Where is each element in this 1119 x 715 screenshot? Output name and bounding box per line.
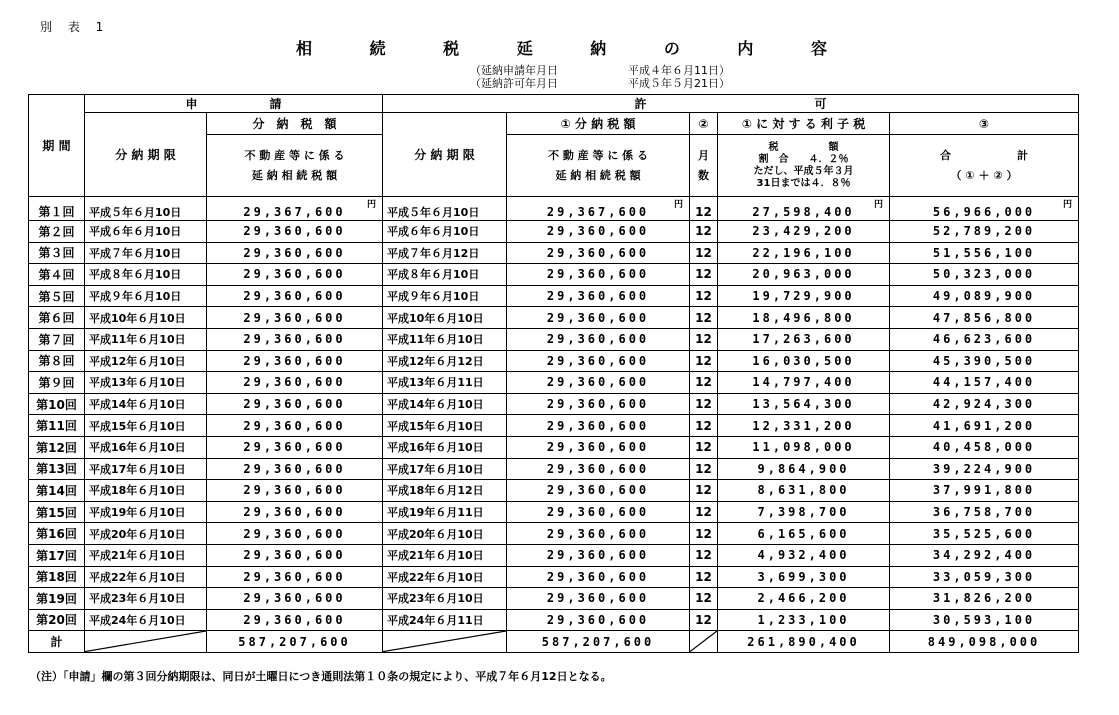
totals-empty-permit-date bbox=[383, 631, 507, 653]
table-row bbox=[29, 264, 1079, 286]
period-cell: 第９回 bbox=[29, 372, 85, 394]
months-header bbox=[690, 135, 718, 197]
interest-cell: 11,098,000 bbox=[718, 436, 890, 458]
total-cell: 36,758,700 bbox=[890, 501, 1079, 523]
total-cell: 46,623,600 bbox=[890, 328, 1079, 350]
app-amount-cell: 29,360,600 bbox=[207, 285, 383, 307]
permit-amount-cell: 29,360,600 bbox=[507, 544, 690, 566]
yen-mark: 円 bbox=[674, 200, 687, 210]
permit-date-cell: 平成24年６月11日 bbox=[383, 609, 507, 631]
yen-mark: 円 bbox=[367, 200, 380, 210]
permit-date-cell: 平成11年６月10日 bbox=[383, 328, 507, 350]
months-label-1: 月 bbox=[698, 148, 710, 162]
app-date-cell: 平成８年６月10日 bbox=[85, 264, 207, 286]
interest-cell: 20,963,000 bbox=[718, 264, 890, 286]
app-date-cell: 平成６年６月10日 bbox=[85, 221, 207, 243]
interest-cell: 9,864,900 bbox=[718, 458, 890, 480]
months-cell: 12 bbox=[690, 566, 718, 588]
table-row bbox=[29, 458, 1079, 480]
table-row bbox=[29, 328, 1079, 350]
months-label-2: 数 bbox=[698, 168, 710, 182]
months-cell: 12 bbox=[690, 328, 718, 350]
total-mark: ③ bbox=[890, 113, 1079, 135]
permit-real-estate-tax-header bbox=[507, 135, 690, 197]
table-row bbox=[29, 480, 1079, 502]
total-cell: 44,157,400 bbox=[890, 372, 1079, 394]
permit-date-cell: 平成19年６月11日 bbox=[383, 501, 507, 523]
table-row bbox=[29, 523, 1079, 545]
permit-amount-cell: 29,360,600 bbox=[507, 372, 690, 394]
permit-date-cell: 平成12年６月12日 bbox=[383, 350, 507, 372]
months-cell: 12 bbox=[690, 307, 718, 329]
interest-subheader bbox=[718, 135, 890, 197]
total-cell: 49,089,900 bbox=[890, 285, 1079, 307]
app-date-cell: 平成15年６月10日 bbox=[85, 415, 207, 437]
permit-amount-cell: 29,360,600 bbox=[507, 221, 690, 243]
interest-cell: 6,165,600 bbox=[718, 523, 890, 545]
permit-date-value: 平成５年５月21日） bbox=[628, 77, 730, 90]
period-cell: 第８回 bbox=[29, 350, 85, 372]
table-row bbox=[29, 372, 1079, 394]
totals-empty-app-date bbox=[85, 631, 207, 653]
permit-amount-cell: 29,360,600 bbox=[507, 480, 690, 502]
app-amount-cell: 29,360,600 bbox=[207, 393, 383, 415]
app-date-cell: 平成７年６月10日 bbox=[85, 242, 207, 264]
period-cell: 第４回 bbox=[29, 264, 85, 286]
total-cell: 51,556,100 bbox=[890, 242, 1079, 264]
app-date-cell: 平成22年６月10日 bbox=[85, 566, 207, 588]
interest-cell: 19,729,900 bbox=[718, 285, 890, 307]
app-amount-cell: 29,360,600 bbox=[207, 350, 383, 372]
interest-cell: 8,631,800 bbox=[718, 480, 890, 502]
total-label: 合 計 bbox=[940, 148, 1029, 162]
months-cell: 12 bbox=[690, 588, 718, 610]
period-cell: 第10回 bbox=[29, 393, 85, 415]
table-row bbox=[29, 307, 1079, 329]
app-amount-cell: 29,360,600 bbox=[207, 480, 383, 502]
interest-cell: 17,263,600 bbox=[718, 328, 890, 350]
table-row bbox=[29, 393, 1079, 415]
app-date-cell: 平成13年６月10日 bbox=[85, 372, 207, 394]
permit-date-cell: 平成23年６月10日 bbox=[383, 588, 507, 610]
period-cell: 第16回 bbox=[29, 523, 85, 545]
yen-mark: 円 bbox=[874, 200, 887, 210]
permit-date-cell: 平成20年６月10日 bbox=[383, 523, 507, 545]
app-amount-cell: 29,360,600 bbox=[207, 523, 383, 545]
period-cell: 第17回 bbox=[29, 544, 85, 566]
app-date-cell: 平成16年６月10日 bbox=[85, 436, 207, 458]
permit-date-cell: 平成５年６月10日 bbox=[383, 197, 507, 221]
period-cell: 第20回 bbox=[29, 609, 85, 631]
total-cell: 39,224,900 bbox=[890, 458, 1079, 480]
document-title: 相 続 税 延 納 の 内 容 bbox=[296, 39, 853, 58]
interest-cell: 12,331,200 bbox=[718, 415, 890, 437]
interest-cell: 3,699,300 bbox=[718, 566, 890, 588]
permit-real-estate-tax-line2: 延 納 相 続 税 額 bbox=[555, 168, 641, 182]
total-cell: 33,059,300 bbox=[890, 566, 1079, 588]
installment-deadline-header: 分 納 期 限 bbox=[85, 113, 207, 197]
app-amount-cell: 29,360,600 bbox=[207, 588, 383, 610]
total-cell: 50,323,000 bbox=[890, 264, 1079, 286]
appendix-label: 別 表 1 bbox=[40, 20, 110, 34]
total-cell: 35,525,600 bbox=[890, 523, 1079, 545]
total-cell: 52,789,200 bbox=[890, 221, 1079, 243]
interest-sub4: 31日までは４．８％ bbox=[756, 177, 851, 189]
table-row bbox=[29, 436, 1079, 458]
totals-empty-months bbox=[690, 631, 718, 653]
months-cell: 12 bbox=[690, 609, 718, 631]
months-cell: 12 bbox=[690, 264, 718, 286]
permit-date-cell: 平成14年６月10日 bbox=[383, 393, 507, 415]
total-cell: 42,924,300 bbox=[890, 393, 1079, 415]
period-cell: 第３回 bbox=[29, 242, 85, 264]
interest-cell: 16,030,500 bbox=[718, 350, 890, 372]
permit-header: 許 可 bbox=[383, 95, 1079, 113]
period-cell: 第12回 bbox=[29, 436, 85, 458]
permit-date-cell: 平成22年６月10日 bbox=[383, 566, 507, 588]
table-row bbox=[29, 566, 1079, 588]
real-estate-tax-line2: 延 納 相 続 税 額 bbox=[251, 168, 338, 182]
interest-cell: 2,466,200 bbox=[718, 588, 890, 610]
months-cell: 12 bbox=[690, 197, 718, 221]
months-cell: 12 bbox=[690, 544, 718, 566]
total-cell: 56,966,000 円 bbox=[890, 197, 1079, 221]
months-cell: 12 bbox=[690, 242, 718, 264]
app-date-cell: 平成23年６月10日 bbox=[85, 588, 207, 610]
table-row bbox=[29, 609, 1079, 631]
period-cell: 第15回 bbox=[29, 501, 85, 523]
table-row bbox=[29, 197, 1079, 221]
interest-header: ① に 対 す る 利 子 税 bbox=[718, 113, 890, 135]
permit-amount-cell: 29,360,600 bbox=[507, 609, 690, 631]
totals-app-amount: 587,207,600 bbox=[207, 631, 383, 653]
application-header: 申 請 bbox=[85, 95, 383, 113]
date-block bbox=[470, 64, 730, 90]
totals-row bbox=[29, 631, 1079, 653]
period-cell: 第５回 bbox=[29, 285, 85, 307]
real-estate-tax-header bbox=[207, 135, 383, 197]
period-cell: 第６回 bbox=[29, 307, 85, 329]
months-cell: 12 bbox=[690, 285, 718, 307]
permit-amount-cell: 29,360,600 bbox=[507, 350, 690, 372]
totals-interest: 261,890,400 bbox=[718, 631, 890, 653]
permit-amount-cell: 29,360,600 bbox=[507, 588, 690, 610]
permit-amount-cell: 29,367,600 円 bbox=[507, 197, 690, 221]
app-amount-cell: 29,360,600 bbox=[207, 221, 383, 243]
yen-mark: 円 bbox=[1063, 200, 1076, 210]
diagonal-line bbox=[690, 631, 717, 652]
permit-amount-cell: 29,360,600 bbox=[507, 307, 690, 329]
app-amount-cell: 29,360,600 bbox=[207, 609, 383, 631]
table-row bbox=[29, 285, 1079, 307]
diagonal-line bbox=[85, 631, 206, 652]
interest-cell: 22,196,100 bbox=[718, 242, 890, 264]
table-row bbox=[29, 501, 1079, 523]
period-cell: 第19回 bbox=[29, 588, 85, 610]
total-cell: 34,292,400 bbox=[890, 544, 1079, 566]
totals-permit-amount: 587,207,600 bbox=[507, 631, 690, 653]
app-date-cell: 平成14年６月10日 bbox=[85, 393, 207, 415]
permit-date-label: （延納許可年月日 bbox=[470, 77, 558, 90]
months-cell: 12 bbox=[690, 458, 718, 480]
app-date-cell: 平成12年６月10日 bbox=[85, 350, 207, 372]
interest-cell: 23,429,200 bbox=[718, 221, 890, 243]
application-date-value: 平成４年６月11日） bbox=[628, 64, 730, 77]
permit-amount-cell: 29,360,600 bbox=[507, 415, 690, 437]
permit-amount-cell: 29,360,600 bbox=[507, 501, 690, 523]
permit-amount-cell: 29,360,600 bbox=[507, 285, 690, 307]
permit-deadline-header: 分 納 期 限 bbox=[383, 113, 507, 197]
app-date-cell: 平成18年６月10日 bbox=[85, 480, 207, 502]
permit-date-cell: 平成９年６月10日 bbox=[383, 285, 507, 307]
table-row bbox=[29, 350, 1079, 372]
table-row bbox=[29, 415, 1079, 437]
period-cell: 第13回 bbox=[29, 458, 85, 480]
months-cell: 12 bbox=[690, 523, 718, 545]
interest-cell: 1,233,100 bbox=[718, 609, 890, 631]
installment-table bbox=[28, 94, 1079, 653]
permit-amount-cell: 29,360,600 bbox=[507, 436, 690, 458]
app-date-cell: 平成９年６月10日 bbox=[85, 285, 207, 307]
app-date-cell: 平成19年６月10日 bbox=[85, 501, 207, 523]
total-cell: 47,856,800 bbox=[890, 307, 1079, 329]
real-estate-tax-line1: 不 動 産 等 に 係 る bbox=[244, 148, 345, 162]
permit-date-cell: 平成６年６月10日 bbox=[383, 221, 507, 243]
period-cell: 第18回 bbox=[29, 566, 85, 588]
table-body bbox=[29, 197, 1079, 653]
months-cell: 12 bbox=[690, 221, 718, 243]
interest-cell: 18,496,800 bbox=[718, 307, 890, 329]
total-cell: 41,691,200 bbox=[890, 415, 1079, 437]
table-row bbox=[29, 544, 1079, 566]
permit-amount-cell: 29,360,600 bbox=[507, 393, 690, 415]
interest-sub1: 税 額 bbox=[768, 141, 839, 153]
app-amount-cell: 29,360,600 bbox=[207, 372, 383, 394]
permit-date-cell: 平成15年６月10日 bbox=[383, 415, 507, 437]
permit-date-cell: 平成７年６月12日 bbox=[383, 242, 507, 264]
total-cell: 45,390,500 bbox=[890, 350, 1079, 372]
months-cell: 12 bbox=[690, 350, 718, 372]
total-cell: 37,991,800 bbox=[890, 480, 1079, 502]
app-date-cell: 平成17年６月10日 bbox=[85, 458, 207, 480]
months-cell: 12 bbox=[690, 393, 718, 415]
period-header: 期 間 bbox=[29, 95, 85, 197]
period-cell: 第２回 bbox=[29, 221, 85, 243]
months-cell: 12 bbox=[690, 415, 718, 437]
months-mark: ② bbox=[690, 113, 718, 135]
totals-label: 計 bbox=[29, 631, 85, 653]
permit-amount-cell: 29,360,600 bbox=[507, 242, 690, 264]
app-date-cell: 平成24年６月10日 bbox=[85, 609, 207, 631]
table-row bbox=[29, 242, 1079, 264]
permit-date-cell: 平成17年６月10日 bbox=[383, 458, 507, 480]
months-cell: 12 bbox=[690, 480, 718, 502]
application-date-label: （延納申請年月日 bbox=[470, 64, 558, 77]
table-row bbox=[29, 221, 1079, 243]
app-amount-cell: 29,360,600 bbox=[207, 501, 383, 523]
months-cell: 12 bbox=[690, 501, 718, 523]
period-cell: 第11回 bbox=[29, 415, 85, 437]
permit-date-cell: 平成13年６月11日 bbox=[383, 372, 507, 394]
total-header bbox=[890, 135, 1079, 197]
permit-date-cell: 平成16年６月10日 bbox=[383, 436, 507, 458]
table-row bbox=[29, 588, 1079, 610]
app-date-cell: 平成10年６月10日 bbox=[85, 307, 207, 329]
app-amount-cell: 29,360,600 bbox=[207, 307, 383, 329]
app-amount-cell: 29,367,600 円 bbox=[207, 197, 383, 221]
total-cell: 30,593,100 bbox=[890, 609, 1079, 631]
installment-tax-header: 分 納 税 額 bbox=[207, 113, 383, 135]
app-date-cell: 平成21年６月10日 bbox=[85, 544, 207, 566]
total-cell: 40,458,000 bbox=[890, 436, 1079, 458]
permit-amount-cell: 29,360,600 bbox=[507, 566, 690, 588]
diagonal-line bbox=[383, 631, 506, 652]
app-date-cell: 平成５年６月10日 bbox=[85, 197, 207, 221]
footnote: （注）「申請」欄の第３回分納期限は、同日が土曜日につき通則法第１０条の規定により、平成７年６月12日となる。 bbox=[30, 670, 612, 683]
permit-date-cell: 平成８年６月10日 bbox=[383, 264, 507, 286]
interest-cell: 4,932,400 bbox=[718, 544, 890, 566]
interest-cell: 13,564,300 bbox=[718, 393, 890, 415]
permit-date-cell: 平成18年６月12日 bbox=[383, 480, 507, 502]
total-formula: （ ① ＋ ② ） bbox=[950, 168, 1018, 182]
app-date-cell: 平成20年６月10日 bbox=[85, 523, 207, 545]
permit-amount-cell: 29,360,600 bbox=[507, 523, 690, 545]
app-amount-cell: 29,360,600 bbox=[207, 458, 383, 480]
months-cell: 12 bbox=[690, 372, 718, 394]
period-cell: 第１回 bbox=[29, 197, 85, 221]
interest-cell: 7,398,700 bbox=[718, 501, 890, 523]
permit-amount-cell: 29,360,600 bbox=[507, 264, 690, 286]
app-amount-cell: 29,360,600 bbox=[207, 544, 383, 566]
app-amount-cell: 29,360,600 bbox=[207, 566, 383, 588]
app-amount-cell: 29,360,600 bbox=[207, 242, 383, 264]
totals-grand-total: 849,098,000 bbox=[890, 631, 1079, 653]
permit-real-estate-tax-line1: 不 動 産 等 に 係 る bbox=[548, 148, 648, 162]
interest-cell: 27,598,400 円 bbox=[718, 197, 890, 221]
months-cell: 12 bbox=[690, 436, 718, 458]
total-cell: 31,826,200 bbox=[890, 588, 1079, 610]
permit-date-cell: 平成21年６月10日 bbox=[383, 544, 507, 566]
app-amount-cell: 29,360,600 bbox=[207, 328, 383, 350]
interest-sub2: 割 合 ４．２％ bbox=[758, 153, 849, 165]
permit-installment-tax-header: ① 分 納 税 額 bbox=[507, 113, 690, 135]
interest-sub3: ただし、平成５年３月 bbox=[753, 165, 854, 177]
app-amount-cell: 29,360,600 bbox=[207, 415, 383, 437]
period-cell: 第７回 bbox=[29, 328, 85, 350]
app-date-cell: 平成11年６月10日 bbox=[85, 328, 207, 350]
period-cell: 第14回 bbox=[29, 480, 85, 502]
permit-date-cell: 平成10年６月10日 bbox=[383, 307, 507, 329]
app-amount-cell: 29,360,600 bbox=[207, 264, 383, 286]
app-amount-cell: 29,360,600 bbox=[207, 436, 383, 458]
interest-cell: 14,797,400 bbox=[718, 372, 890, 394]
permit-amount-cell: 29,360,600 bbox=[507, 328, 690, 350]
permit-amount-cell: 29,360,600 bbox=[507, 458, 690, 480]
